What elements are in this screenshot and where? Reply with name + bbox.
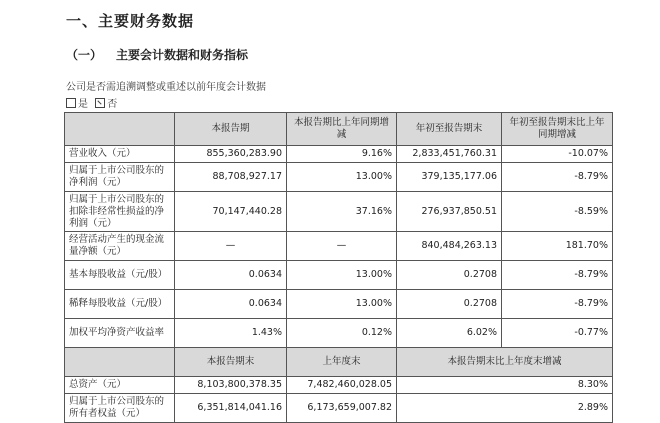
restatement-choice [66,95,117,110]
table2-header-cell: 本报告期末比上年度末增减 [397,348,613,377]
table-row [65,192,613,232]
table-row [65,290,613,319]
table-cell: 181.70% [502,232,613,261]
table-row [65,394,613,423]
table-row [65,146,613,163]
table2-header-cell: 上年度末 [287,348,397,377]
table-cell: 13.00% [287,163,397,192]
financial-data-table [64,112,613,423]
table-cell: 2.89% [397,394,613,423]
row-label: 基本每股收益（元/股） [65,261,175,290]
table-cell: -8.59% [502,192,613,232]
row-label: 归属于上市公司股东的所有者权益（元） [65,394,175,423]
table-cell: 6,173,659,007.82 [287,394,397,423]
checkbox-no-checked-icon [95,98,105,108]
table1-header-cell: 年初至报告期末 [397,113,502,146]
choice-no-label: 否 [107,99,118,110]
table-cell: -10.07% [502,146,613,163]
table-cell: 37.16% [287,192,397,232]
table-cell: 2,833,451,760.31 [397,146,502,163]
table-cell: 0.2708 [397,290,502,319]
table1-header-cell: 年初至报告期末比上年同期增减 [502,113,613,146]
table-cell: 0.2708 [397,261,502,290]
table-cell: 7,482,460,028.05 [287,377,397,394]
table-cell: 8,103,800,378.35 [175,377,287,394]
table-cell: 13.00% [287,261,397,290]
row-label: 加权平均净资产收益率 [65,319,175,348]
choice-yes-label: 是 [78,99,88,110]
table-cell: 70,147,440.28 [175,192,287,232]
table-cell: 0.0634 [175,261,287,290]
table-row [65,163,613,192]
row-label: 归属于上市公司股东的净利润（元） [65,163,175,192]
restatement-question: 公司是否需追溯调整或重述以前年度会计数据 [66,82,266,93]
table1-header-row [65,113,613,146]
checkbox-yes-icon [66,98,76,108]
table1-header-cell: 本报告期 [175,113,287,146]
table-cell: 9.16% [287,146,397,163]
table-cell: 276,937,850.51 [397,192,502,232]
table-cell: 8.30% [397,377,613,394]
table-cell: 0.0634 [175,290,287,319]
table-cell: -0.77% [502,319,613,348]
row-label: 归属于上市公司股东的扣除非经常性损益的净利润（元） [65,192,175,232]
table-cell: 1.43% [175,319,287,348]
subsection-title [66,46,248,63]
table-cell: 13.00% [287,290,397,319]
table-row [65,232,613,261]
table-cell: -8.79% [502,261,613,290]
table2-header-cell [65,348,175,377]
table-cell: -8.79% [502,290,613,319]
table1-header-cell: 本报告期比上年同期增减 [287,113,397,146]
row-label: 稀释每股收益（元/股） [65,290,175,319]
table-row [65,261,613,290]
row-label: 营业收入（元） [65,146,175,163]
subsection-number: （一） [66,48,103,62]
table-cell: 6,351,814,041.16 [175,394,287,423]
table-cell: — [175,232,287,261]
table-cell: 855,360,283.90 [175,146,287,163]
table-cell: 0.12% [287,319,397,348]
table-cell: 379,135,177.06 [397,163,502,192]
table-cell: -8.79% [502,163,613,192]
table2-header-cell: 本报告期末 [175,348,287,377]
table-cell: 6.02% [397,319,502,348]
table2-header-row [65,348,613,377]
table-row [65,377,613,394]
table1-header-cell [65,113,175,146]
section-title: 一、主要财务数据 [66,12,195,30]
table-cell: — [287,232,397,261]
row-label: 经营活动产生的现金流量净额（元） [65,232,175,261]
row-label: 总资产（元） [65,377,175,394]
subsection-label: 主要会计数据和财务指标 [116,48,249,62]
table-cell: 840,484,263.13 [397,232,502,261]
table-cell: 88,708,927.17 [175,163,287,192]
table-row [65,319,613,348]
